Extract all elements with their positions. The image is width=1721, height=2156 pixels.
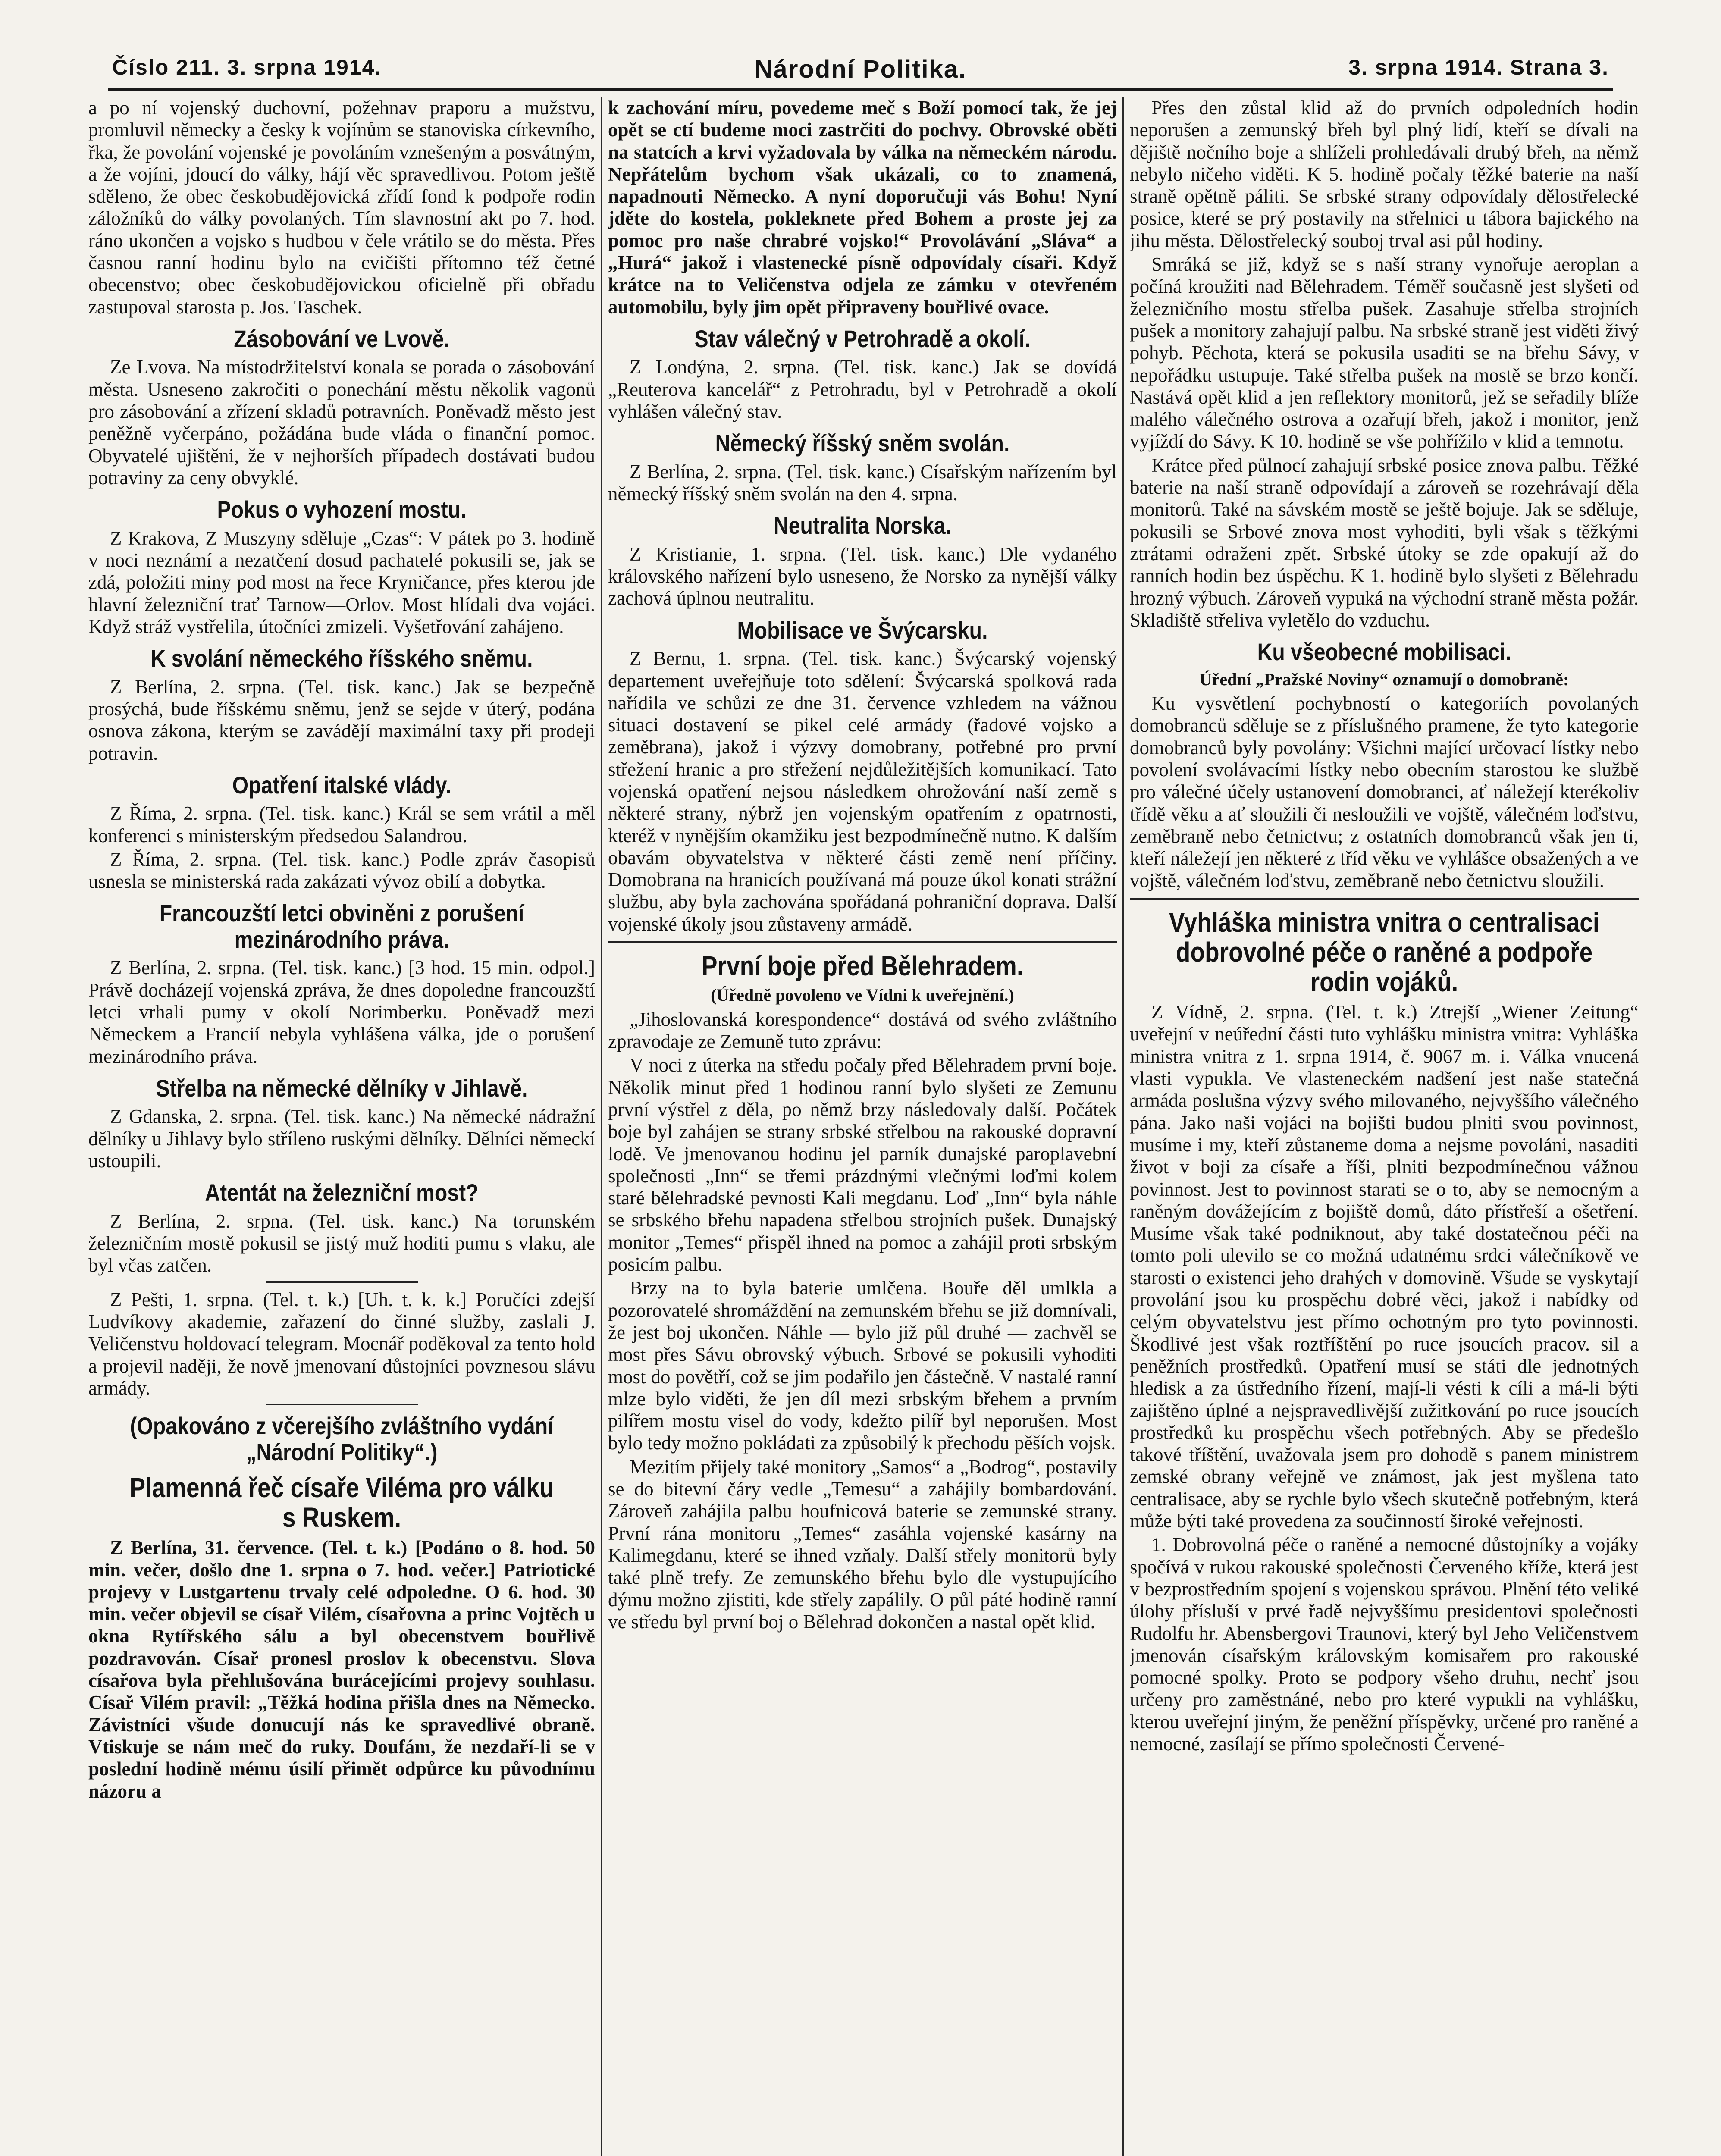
column-1 <box>88 97 595 2156</box>
article-paragraph: Brzy na to byla baterie umlčena. Bouře děl umlkla a pozorovatelé shromáždění na zemunském břehu se již domnívali, že jest boj ukončen. Náhle — bylo již půl druhé — zachvěl se most přes Sávu obrovský výbuch. Srbové se pokusili vyhoditi most do povětří, což se jim podařilo jen částečně. V nastalé ranní mlze bylo viděti, že jen díl mezi srbským břehem a prvním pilířem mostu visel do vody, kdežto pilíř byl neporušen. Most bylo tedy možno pokládati za způsobilý k přechodu pěších vojsk. <box>608 1277 1117 1454</box>
article-headline: Zásobování ve Lvově. <box>234 325 450 352</box>
article-paragraph: Ze Lvova. Na místodržitelství konala se porada o zásobování města. Usneseno zakročiti o ponechání městu několik vagonů pro zásobování a zřízení skladů potravních. Poněvadž město jest peněžně vyčerpáno, požádána bude vláda o finanční pomoc. Obyvatelé ujištěni, že v nejhorších případech dostávati budou potraviny za ceny obvyklé. <box>88 356 595 489</box>
article-paragraph: Ku vysvětlení pochybností o kategoriích povolaných domobranců sděluje se z příslušného pramene, že tyto kategorie domobranců byly povolány: Všichni mající určovací lístky nebo povolení svolávacími lístky nebo obecním starostou ke službě pro válečné účely ustanovení domobranci, ať náležejí kterékoliv třídě věku a ať sloužili či nesloužili ve vojště, válečném loďstvu, zeměbraně nebo četnictvu; z ostatních domobranců však jen ti, kteří náležejí jen některé z tříd věku ve vyhlášce obsažených a ve vojště, válečném loďstvu, zeměbraně nebo četnictvu sloužili. <box>1130 693 1639 891</box>
article-headline: První boje před Bělehradem. <box>701 950 1024 982</box>
section-divider <box>266 1404 418 1405</box>
article-headline: Opatření italské vlády. <box>232 771 451 799</box>
article-headline: K svolání německého říšského sněmu. <box>150 645 533 672</box>
article-paragraph: V noci z úterka na středu počaly před Bělehradem první boje. Několik minut před 1 hodinou ranní bylo slyšeti ze Zemunu první výstřel z děla, po němž brzy následovaly další. Počátek boje byl zahájen se strany srbské střelbou na rakouské dopravní lodě. Ve jmenovanou hodinu jel parník dunajské paroplavební společnosti „Inn“ se třemi prázdnými vlečnými loďmi kolem staré bělehradské pevnosti Kali megdanu. Loď „Inn“ byla náhle se srbského břehu napadena střelbou strojních pušek. Dunajský monitor „Temes“ přispěl ihned na pomoc a zahájil proti srbským posicím palbu. <box>608 1054 1117 1275</box>
article-headline: Pokus o vyhození mostu. <box>217 496 467 523</box>
article-paragraph: Mezitím přijely také monitory „Samos“ a „Bodrog“, postavily se do bitevní čáry vedle „Temesu“ a zahájily bombardování. Zároveň zahájila palbu houfnicová baterie se zemunské strany. První rána monitoru „Temes“ zasáhla vojenské kasárny na Kalimegdanu, které se ihned vzňaly. Další střely monitorů byly také plně trefy. Ze zemunského břehu bylo dle vystupujícího dýmu možno zjistiti, kde střely zapálily. O půl páté hodině ranní ve středu byl první boj o Bělehrad dokončen a nastal opět klid. <box>608 1456 1117 1633</box>
article-paragraph: 1. Dobrovolná péče o raněné a nemocné důstojníky a vojáky spočívá v rukou rakouské společnosti Červeného kříže, která jest v bezprostředním spojení s vojenskou správou. Plnění této veliké úlohy přísluší v prvé řadě nejvyššímu presidentovi společnosti Rudolfu hr. Abensbergovi Traunovi, který byl Jeho Veličenstvem jmenován císařským královským komisařem pro rakouské pomocné spolky. Proto se podpory všeho druhu, nechť jsou určeny pro zaměstnáné, nebo pro které vypukli na vyhlášku, kterou uveřejní jiným, že peněžní příspěvky, určené pro raněné a nemocné, zasílají se přímo společnosti Červené- <box>1130 1534 1639 1755</box>
article-paragraph: Z Berlína, 2. srpna. (Tel. tisk. kanc.) Jak se bezpečně prosýchá, bude říšskému sněmu, jenž se sejde v úterý, podána osnova zákona, kterým se zavádějí maximální taxy při prodeji potravin. <box>88 676 595 764</box>
column-rule <box>1122 97 1124 2156</box>
article-paragraph: Z Berlína, 2. srpna. (Tel. tisk. kanc.) [3 hod. 15 min. odpol.] Právě docházejí vojenská zpráva, že dnes dopoledne francouzští letci vrhali pumy v okolí Norimberku. Poněvadž mezi Německem a Francií nebyla vyhlášena válka, jde o porušení mezinárodního práva. <box>88 957 595 1067</box>
article-headline: Mobilisace ve Švýcarsku. <box>737 616 988 644</box>
article-paragraph: Krátce před půlnocí zahajují srbské posice znova palbu. Těžké baterie na naší straně odpovídají a zároveň se rozehrávají děla monitorů. Také na sávském mostě se ještě bojuje. Jak se sděluje, pokusili se Srbové znova most vyhoditi, byli však s těžkými ztrátami odraženi zpět. Srbské útoky se zde opakují až do ranních hodin bez úspěchu. K 1. hodině bylo slyšeti z Bělehradu hrozný výbuch. Zároveň vypuká na východní straně města požár. Skladiště střeliva vyletělo do vzduchu. <box>1130 454 1639 631</box>
newspaper-title: Národní Politika. <box>754 55 967 83</box>
article-headline: Německý říšský sněm svolán. <box>715 429 1010 457</box>
article-paragraph: Z Krakova, Z Muszyny sděluje „Czas“: V pátek po 3. hodině v noci neznámí a nezatčení dosud pachatelé pokusili se, jak se zdá, položiti miny pod most na řece Kryničance, přes kterou jde hlavní železniční trať Tarnow—Orlov. Most hlídali dva vojáci. Když stráž vystřelila, útočníci zmizeli. Vyšetřování zahájeno. <box>88 527 595 637</box>
article-paragraph: Přes den zůstal klid až do prvních odpoledních hodin neporušen a zemunský břeh byl plný lidí, kteří se dívali na dějiště nočního boje a shlíželi prohledávali drubý břeh, na němž nebylo ničeho viděti. K 5. hodině počaly těžké baterie na naší straně opětně páliti. Se srbské strany odpovídaly dělostřelecké posice, které se prý postavily na střelnici u tábora bajického na jihu města. Dělostřelecký souboj trval asi půl hodiny. <box>1130 97 1639 251</box>
column-rule <box>601 97 602 2156</box>
article-headline: Plamenná řeč císaře Viléma pro válku s Ruskem. <box>129 1472 554 1533</box>
article-paragraph: Z Vídně, 2. srpna. (Tel. t. k.) Ztrejší „Wiener Zeitung“ uveřejní v neúřední části tuto vyhlášku ministra vnitra: Vyhláška ministra vnitra z 1. srpna 1914, č. 9067 m. i. Válka vnucená vlasti vypukla. Ve vlasteneckém nadšení jest naše statečná armáda poslušna výzvy svého milovaného, nejvyššího válečného pána. Jako naši vojáci na bojišti budou plniti svou povinnost, musíme i my, kteří zůstaneme doma a nejsme povoláni, nasaditi život v boji za císaře a říši, plniti bezpodmínečnou vážnou povinnost. Jest to povinnost starati se o to, aby se nemocným a raněným dovážejícím z bojiště domů, dáto přístřeší a ošetření. Musíme však také podniknout, aby také dostatečnou péči na tomto poli ulevilo se co možná udatnému srdci válečníkově ve starosti o existenci jeho drahých v domovině. Všude se vyskytají provolání jsou ku prospěchu dobré věci, jakož i nabídky od celým obyvatelstvu jest přímo ochotným pro tyto povinnosti. Škodlivé jest však roztříštění po ruce jsoucích pracov. sil a peněžních prostředků. Opatření musí se státi dle jednotných hledisk a za ústředního řízení, mají-li vésti k cíli a má-li býti zajištěno úplné a nejspravedlivější zužitkování po ruce jsoucích prostředků ku prospěchu všech potřebných. Aby se předešlo takové tříštění, uvažovala jsem pro dohodě s panem ministrem zemské obrany veřejně ve známost, jak jest myšlena tato centralisace, aby se rychle bylo všech skutečně potřebným, která může býti také provedena za součinností široké veřejnosti. <box>1130 1001 1639 1532</box>
section-divider <box>1130 898 1639 900</box>
article-headline: Vyhláška ministra vnitra o centralisaci dobrovolné péče o raněné a podpoře rodin vojáků. <box>1169 906 1600 998</box>
article-paragraph: a po ní vojenský duchovní, požehnav praporu a mužstvu, promluvil německy a česky k vojínům se stanoviska církevního, řka, že povolání vojenské je povoláním vznešeným a posvátným, a že vojíni, jdoucí do války, hájí věc spravedlivou. Potom ještě sděleno, že obec českobudějovická zřídí fond k podpoře rodin záložníků do války povolaných. Tím slavnostní akt po 7. hod. ráno ukončen a vojsko s hudbou v čele vrátilo se do města. Přes časnou ranní hodinu bylo na cvičišti přítomno též četné obecenstvo; obec českobudějovickou oficielně při obřadu zastupoval starosta p. Jos. Taschek. <box>88 97 595 318</box>
article-paragraph: Z Berlína, 2. srpna. (Tel. tisk. kanc.) Na torunském železničním mostě pokusil se jistý muž hoditi pumu s vlaku, ale byl včas zatčen. <box>88 1210 595 1276</box>
column-2 <box>608 97 1117 2156</box>
article-headline: Neutralita Norska. <box>773 512 952 539</box>
article-paragraph: Z Bernu, 1. srpna. (Tel. tisk. kanc.) Švýcarský vojenský departement uveřejňuje toto sdělení: Švýcarská spolková rada nařídila ve schůzi ze dne 31. července vzhledem na vážnou situaci dostavení se pikel celé armády (řadové vojsko a zeměbrana), jakož i výzvy domobrany, potřebné pro první střežení hranic a pro střežení nejdůležitějších komunikací. Tato vojenská opatření nejsou následkem ohrožování naší země s některé strany, nýbrž jen vojenským opatřením z opatrnosti, kteréž v nynějším okamžiku jest bezpodmínečně nutno. K dalším obavám obyvatelstva v některé části země není příčiny. Domobrana na hranicích používaná má pouze úkol konati strážní službu, aby byla zachována spořádaná pohraniční doprava. Další vojenské úkoly jsou zůstaveny armádě. <box>608 648 1117 935</box>
article-paragraph: Smráká se již, když se s naší strany vynořuje aeroplan a počíná kroužiti nad Bělehradem. Téměř současně jest slyšeti od železničního mostu střelba pušek. Zasahuje střelba strojních pušek a monitory zahajují palbu. Na srbské straně jest viděti živý pohyb. Pěchota, která se pokusila usaditi se na břehu Sávy, v nepořádku ustupuje. Také střelba pušek na mostě se brzo končí. Nastává opět klid a jen reflektory monitorů, jež se seřadily blíže malého válečného ostrova a ozařují břeh, jakož i monitor, jenž vyjíždí do Sávy. K 10. hodině se vše pohřížilo v klid a temnotu. <box>1130 254 1639 452</box>
article-headline: Ku všeobecné mobilisaci. <box>1257 638 1511 666</box>
article-headline: Francouzští letci obviněni z porušení mezinárodního práva. <box>159 899 524 953</box>
article-paragraph: „Jihoslovanská korespondence“ dostává od svého zvláštního zpravodaje ze Zemuně tuto zprávu: <box>608 1008 1117 1053</box>
reprint-note: (Opakováno z včerejšího zvláštního vydání „Národní Politiky“.) <box>130 1412 554 1466</box>
column-3 <box>1130 97 1639 2156</box>
article-paragraph: Z Berlína, 2. srpna. (Tel. tisk. kanc.) Císařským nařízením byl německý říšský sněm svolán na den 4. srpna. <box>608 461 1117 505</box>
article-paragraph: Z Kristianie, 1. srpna. (Tel. tisk. kanc.) Dle vydaného královského nařízení bylo usneseno, že Norsko za nynější války zachová úplnou neutralitu. <box>608 543 1117 609</box>
article-paragraph: k zachování míru, povedeme meč s Boží pomocí tak, že jej opět se ctí budeme moci zastrčiti do pochvy. Obrovské oběti na statcích a krvi vyžadovala by válka na německém národu. Nepřátelům bychom však ukázali, co to znamená, napadnouti Německo. A nyní doporučuji vás Bohu! Nyní jděte do kostela, pokleknete před Bohem a proste jej za pomoc pro naše chrabré vojsko!“ Provolávání „Sláva“ a „Hurá“ jakož i vlastenecké písně odpovídaly císaři. Když krátce na to Veličenstva odjela ze zámku v otevřeném automobilu, byly jim opět připraveny bouřlivé ovace. <box>608 97 1117 318</box>
article-headline: Stav válečný v Petrohradě a okolí. <box>694 325 1031 352</box>
section-divider <box>608 941 1117 943</box>
article-paragraph: Z Pešti, 1. srpna. (Tel. t. k.) [Uh. t. k. k.] Poručíci zdejší Ludvíkovy akademie, zařazení do činné služby, zaslali J. Veličenstvu holdovací telegram. Mocnář poděkoval za tento hold a projevil naději, že nově jmenovaní důstojníci povznesou slávu armády. <box>88 1288 595 1399</box>
article-subheading: Úřední „Pražské Noviny“ oznamují o domobraně: <box>1199 669 1569 689</box>
article-headline: Atentát na železniční most? <box>205 1179 479 1206</box>
article-paragraph: Z Berlína, 31. července. (Tel. t. k.) [Podáno o 8. hod. 50 min. večer, došlo dne 1. srpna o 7. hod. večer.] Patriotické projevy v Lustgartenu trvaly celé odpoledne. O 6. hod. 30 min. večer objevil se císař Vilém, císařovna a princ Vojtěch u okna Rytířského sálu a byl obecenstvem bouřlivě pozdravován. Císař pronesl proslov k obecenstvu. Slova císařova byla přehlušována burácejícími projevy souhlasu. Císař Vilém pravil: „Těžká hodina přišla dnes na Německo. Závistníci všude donucují nás ke spravedlivé obraně. Vtiskuje se nám meč do ruky. Doufám, že nezdaří-li se v poslední hodině mému úsilí přimět odpůrce ku původnímu názoru a <box>88 1537 595 1802</box>
page-date-number: 3. srpna 1914. Strana 3. <box>1348 55 1609 79</box>
section-divider <box>266 1281 418 1283</box>
article-paragraph: Z Gdanska, 2. srpna. (Tel. tisk. kanc.) Na německé nádražní dělníky u Jihlavy bylo stříleno ruskými dělníky. Dělníci německí ustoupili. <box>88 1106 595 1172</box>
issue-number-date: Číslo 211. 3. srpna 1914. <box>112 55 382 79</box>
article-subheading: (Úředně povoleno ve Vídni k uveřejnění.) <box>711 985 1014 1005</box>
masthead <box>108 50 1613 91</box>
article-paragraph: Z Londýna, 2. srpna. (Tel. tisk. kanc.) Jak se dovídá „Reuterova kancelář“ z Petrohradu, byl v Petrohradě a okolí vyhlášen válečný stav. <box>608 356 1117 423</box>
article-paragraph: Z Říma, 2. srpna. (Tel. tisk. kanc.) Král se sem vrátil a měl konferenci s ministerským předsedou Salandrou. <box>88 802 595 846</box>
article-headline: Střelba na německé dělníky v Jihlavě. <box>156 1074 528 1102</box>
article-paragraph: Z Říma, 2. srpna. (Tel. tisk. kanc.) Podle zpráv časopisů usnesla se ministerská rada zakázati vývoz obilí a dobytka. <box>88 848 595 893</box>
